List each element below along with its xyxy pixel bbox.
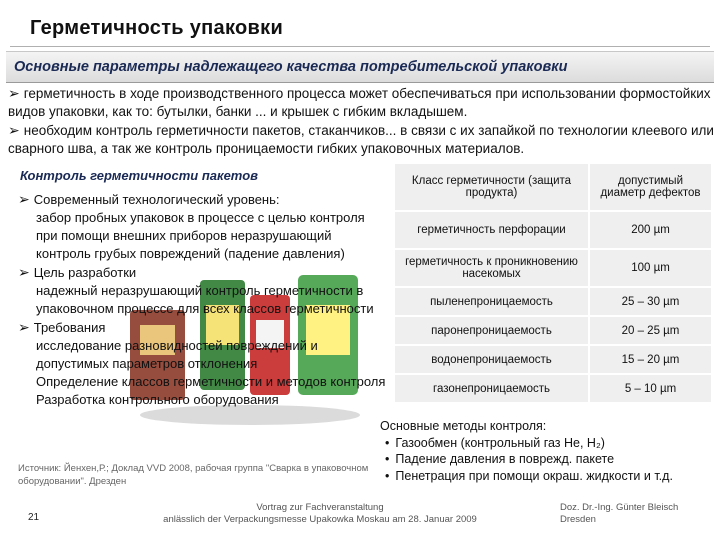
methods-title: Основные методы контроля: [380,419,547,433]
control-list [18,190,388,409]
list-item: надежный неразрушающий контроль герметичности в упаковочном процессе для всех классов герметичности [36,283,374,316]
table-cell: 100 µm [589,249,712,287]
list-item: ➢ Требования [18,319,106,335]
list-item: • Пенетрация при помощи окраш. жидкости и т.д. [395,468,715,485]
control-section-title: Контроль герметичности пакетов [20,168,258,183]
intro-text [8,84,714,158]
list-item: • Падение давления в поврежд. пакете [395,451,715,468]
slide-footer [0,498,720,540]
list-item: ➢ Цель разработки [18,264,137,280]
table-cell: водонепроницаемость [394,345,589,374]
list-item: исследование разновидностей повреждений и допустимых параметров отклонения [36,338,318,371]
arrow-bullet-icon: ➢ [18,319,30,335]
table-cell: 20 – 25 µm [589,316,712,345]
table-cell: 200 µm [589,211,712,249]
table-cell: герметичность перфорации [394,211,589,249]
table-cell: паронепроницаемость [394,316,589,345]
footer-line: anlässlich der Verpackungsmesse Upakowka Moskau am 28. Januar 2009 [163,514,477,525]
table-cell: 5 – 10 µm [589,374,712,403]
list-item: Разработка контрольного оборудования [36,392,279,407]
intro-paragraph-1: ➢ герметичность в ходе производственного процесса может обеспечиваться при использовании формостойких видов упаковки, как то: бутылки, банки ... и крышек с гибким вкладышем. [8,85,711,119]
page-subtitle: Основные параметры надлежащего качества потребительской упаковки [14,59,568,75]
table-header-cell: Класс герметичности (защита продукта) [394,163,589,211]
tightness-table [393,162,713,404]
footer-line: Vortrag zur Fachveranstaltung [256,502,384,513]
table-cell: герметичность к проникновению насекомых [394,249,589,287]
table-row [394,287,712,316]
table-row [394,316,712,345]
source-note: Источник: Йенхен,Р.; Доклад VVD 2008, рабочая группа "Сварка в упаковочном оборудовании". Дрезден [18,463,369,487]
list-item: забор пробных упаковок в процессе с целью контроля при помощи внешних приборов неразрушающий контроль грубых повреждений (падение давления) [36,210,365,261]
subtitle-band [6,51,714,83]
control-methods [380,418,715,484]
footer-line: Dresden [560,514,596,525]
table-row [394,249,712,287]
table-cell: 25 – 30 µm [589,287,712,316]
arrow-bullet-icon: ➢ [18,264,30,280]
intro-paragraph-2: ➢ необходим контроль герметичности пакетов, стаканчиков... в связи с их запайкой по технологии клеевого или сварного шва, а так же контроль проницаемости гибких упаковочных материалов. [8,122,714,156]
arrow-bullet-icon: ➢ [8,85,20,101]
table-cell: пыленепроницаемость [394,287,589,316]
footer-line: Doz. Dr.-Ing. Günter Bleisch [560,502,679,513]
page-number: 21 [28,512,40,523]
table-row [394,345,712,374]
table-cell: газонепроницаемость [394,374,589,403]
arrow-bullet-icon: ➢ [8,122,20,138]
list-item: Определение классов герметичности и методов контроля [36,374,386,389]
title-bar [10,8,710,47]
table-cell: 15 – 20 µm [589,345,712,374]
table-row [394,211,712,249]
list-item: • Газообмен (контрольный газ He, H₂) [395,435,715,452]
footer-center [110,502,530,526]
list-item: ➢ Современный технологический уровень: [18,191,280,207]
arrow-bullet-icon: ➢ [18,191,30,207]
table-header-row [394,163,712,211]
table-row [394,374,712,403]
footer-right [560,502,710,526]
methods-list [380,435,715,485]
page-title: Герметичность упаковки [30,17,284,39]
table-header-cell: допустимый диаметр дефектов [589,163,712,211]
